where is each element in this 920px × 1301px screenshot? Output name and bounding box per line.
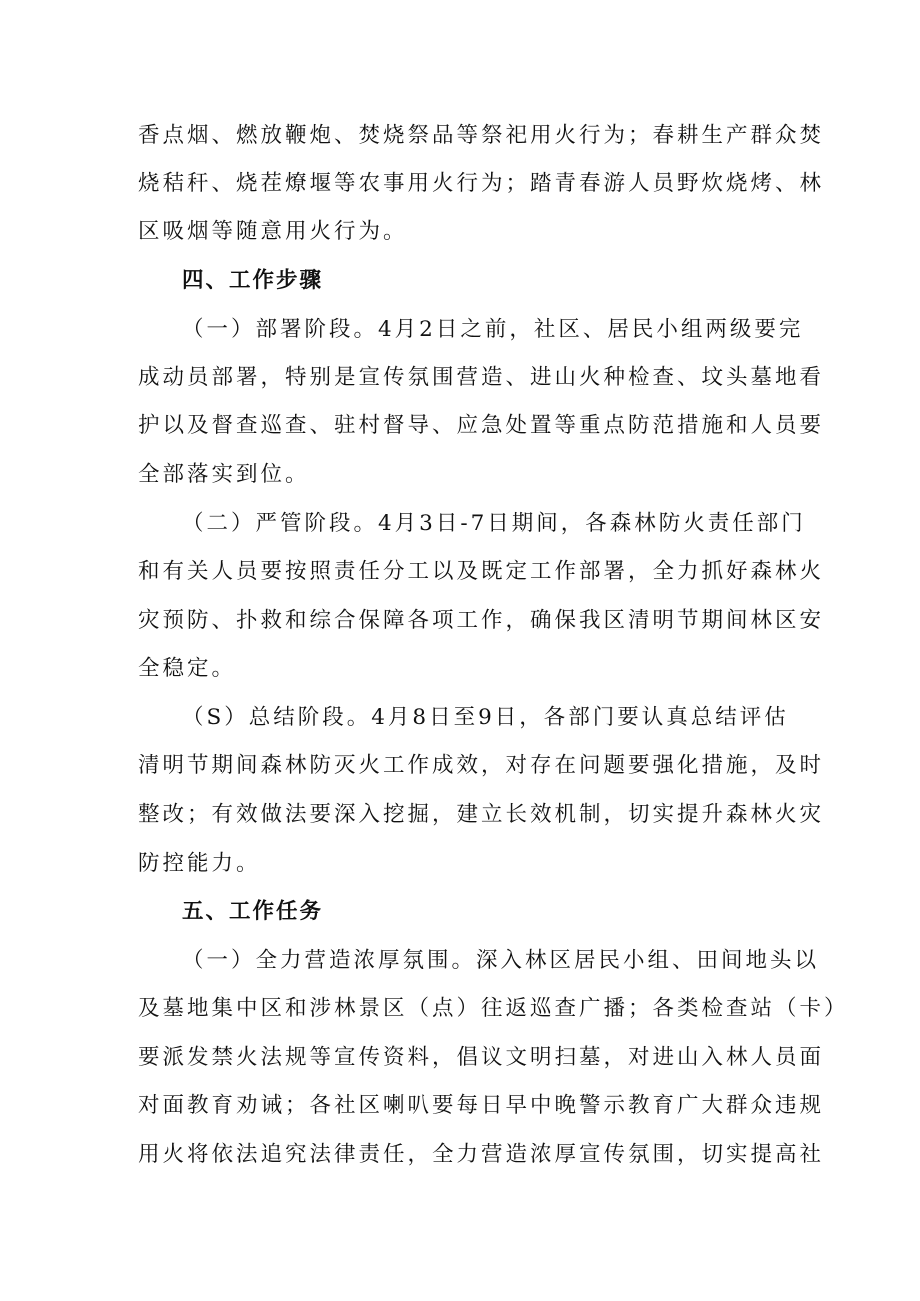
- body-text-line: 整改；有效做法要深入挖掘，建立长效机制，切实提升森林火灾: [138, 802, 825, 827]
- body-text-line: 全稳定。: [138, 656, 237, 681]
- body-text-line: 香点烟、燃放鞭炮、焚烧祭品等祭祀用火行为；春耕生产群众焚: [138, 123, 825, 148]
- body-text-line: 清明节期间森林防灭火工作成效，对存在问题要强化措施，及时: [138, 753, 825, 778]
- body-text-line: 护以及督查巡查、驻村督导、应急处置等重点防范措施和人员要: [138, 413, 825, 438]
- section-heading-5: 五、工作任务: [182, 899, 324, 924]
- paragraph-first-line: （S）总结阶段。4月8日至9日，各部门要认真总结评估: [182, 705, 789, 730]
- paragraph-first-line: （一）部署阶段。4月2日之前，社区、居民小组两级要完: [182, 317, 804, 342]
- body-text-line: 成动员部署，特别是宣传氛围营造、进山火种检查、坟头墓地看: [138, 365, 825, 390]
- body-text-line: 区吸烟等随意用火行为。: [138, 219, 408, 244]
- paragraph-first-line: （一）全力营造浓厚氛围。深入林区居民小组、田间地头以: [182, 948, 820, 973]
- body-text-line: 全部落实到位。: [138, 462, 310, 487]
- body-text-line: 及墓地集中区和涉林景区（点）往返巡查广播；各类检查站（卡）: [138, 996, 849, 1021]
- paragraph-first-line: （二）严管阶段。4月3日-7日期间，各森林防火责任部门: [182, 511, 806, 536]
- body-text-line: 灾预防、扑救和综合保障各项工作，确保我区清明节期间林区安: [138, 608, 825, 633]
- body-text-line: 烧秸秆、烧茬燎堰等农事用火行为；踏青春游人员野炊烧烤、林: [138, 171, 825, 196]
- body-text-line: 防控能力。: [138, 851, 261, 876]
- body-text-line: 和有关人员要按照责任分工以及既定工作部署，全力抓好森林火: [138, 559, 825, 584]
- body-text-line: 对面教育劝诫；各社区喇叭要每日早中晚警示教育广大群众违规: [138, 1093, 825, 1118]
- body-text-line: 用火将依法追究法律责任，全力营造浓厚宣传氛围，切实提高社: [138, 1142, 825, 1167]
- body-text-line: 要派发禁火法规等宣传资料，倡议文明扫墓，对进山入林人员面: [138, 1045, 825, 1070]
- section-heading-4: 四、工作步骤: [182, 268, 324, 293]
